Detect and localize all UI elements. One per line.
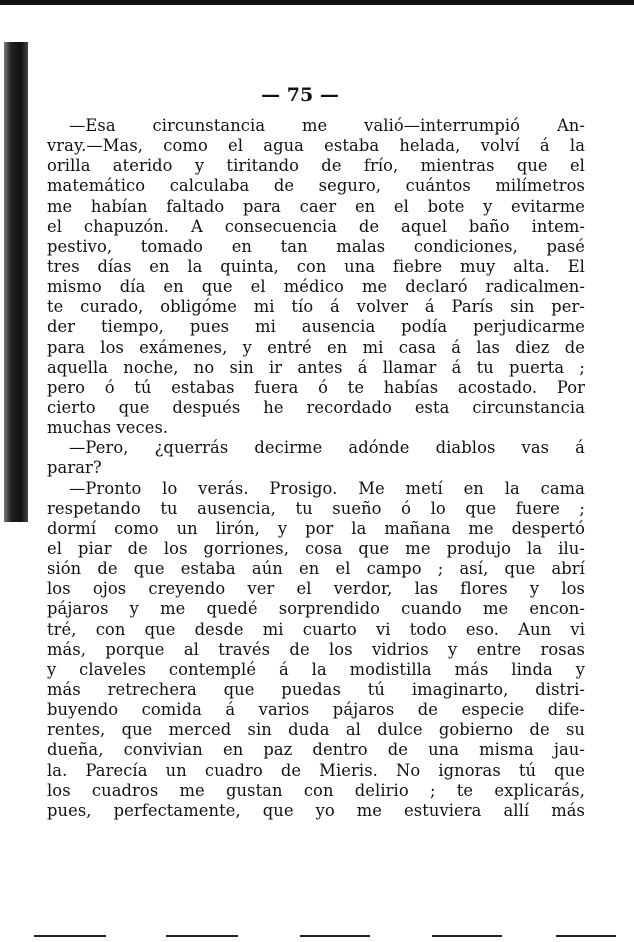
footer-rule: [166, 935, 238, 937]
text-line: —Pero, ¿querrás decirme adónde diablos vas á: [69, 438, 585, 458]
text-line: —Pronto lo verás. Prosigo. Me metí en la cama: [69, 478, 585, 498]
text-line: tres días en la quinta, con una fiebre muy alta. El: [47, 256, 585, 276]
scan-top-border: [0, 0, 634, 5]
text-line: te curado, obligóme mi tío á volver á París sin per-: [47, 297, 585, 317]
footer-rule: [432, 935, 502, 937]
footer-rule: [556, 935, 616, 937]
text-line: dormí como un lirón, y por la mañana me despertó: [47, 518, 585, 538]
text-line: respetando tu ausencia, tu sueño ó lo que fuere ;: [47, 498, 585, 518]
text-line: cierto que después he recordado esta circunstancia: [47, 397, 585, 417]
footer-rule: [300, 935, 370, 937]
text-line: tré, con que desde mi cuarto vi todo eso. Aun vi: [47, 619, 585, 639]
page-body-text: [47, 116, 585, 821]
text-line: parar?: [47, 458, 102, 478]
text-line: rentes, que merced sin duda al dulce gobierno de su: [47, 720, 585, 740]
text-line: —Esa circunstancia me valió—interrumpió An-: [69, 116, 585, 135]
text-line: pero ó tú estabas fuera ó te habías acostado. Por: [47, 377, 585, 397]
text-line: der tiempo, pues mi ausencia podía perjudicarme: [47, 317, 585, 337]
text-line: los cuadros me gustan con delirio ; te explicarás,: [47, 780, 585, 800]
text-line: más, porque al través de los vidrios y entre rosas: [47, 639, 585, 659]
text-line: mismo día en que el médico me declaró radicalmen-: [47, 277, 585, 297]
text-line: orilla aterido y tiritando de frío, mientras que el: [47, 156, 585, 176]
text-line: pues, perfectamente, que yo me estuviera allí más: [47, 800, 585, 820]
text-line: el chapuzón. A consecuencia de aquel baño intem-: [47, 216, 585, 236]
text-line: los ojos creyendo ver el verdor, las flores y los: [47, 579, 585, 599]
text-line: para los exámenes, y entré en mi casa á las diez de: [47, 337, 585, 357]
text-line: me habían faltado para caer en el bote y evitarme: [47, 196, 585, 216]
page-number: — 75 —: [261, 84, 339, 106]
text-line: muchas veces.: [47, 418, 169, 438]
text-line: dueña, convivian en paz dentro de una misma jau-: [47, 740, 585, 760]
text-line: más retrechera que puedas tú imaginarto, distri-: [47, 679, 585, 699]
text-line: matemático calculaba de seguro, cuántos milímetros: [47, 176, 585, 196]
text-line: buyendo comida á varios pájaros de especie dife-: [47, 700, 585, 720]
footer-rule: [34, 935, 106, 937]
text-line: pestivo, tomado en tan malas condiciones, pasé: [47, 236, 585, 256]
text-line: la. Parecía un cuadro de Mieris. No ignoras tú que: [47, 760, 585, 780]
text-line: pájaros y me quedé sorprendido cuando me encon-: [47, 599, 585, 619]
text-line: el piar de los gorriones, cosa que me produjo la ilu-: [47, 538, 585, 558]
text-line: aquella noche, no sin ir antes á llamar á tu puerta ;: [47, 357, 585, 377]
text-line: vray.—Mas, como el agua estaba helada, volví á la: [47, 136, 585, 156]
scan-binding-shadow: [4, 42, 28, 522]
text-line: y claveles contemplé á la modistilla más linda y: [47, 659, 585, 679]
text-line: sión de que estaba aún en el campo ; así, que abrí: [47, 559, 585, 579]
